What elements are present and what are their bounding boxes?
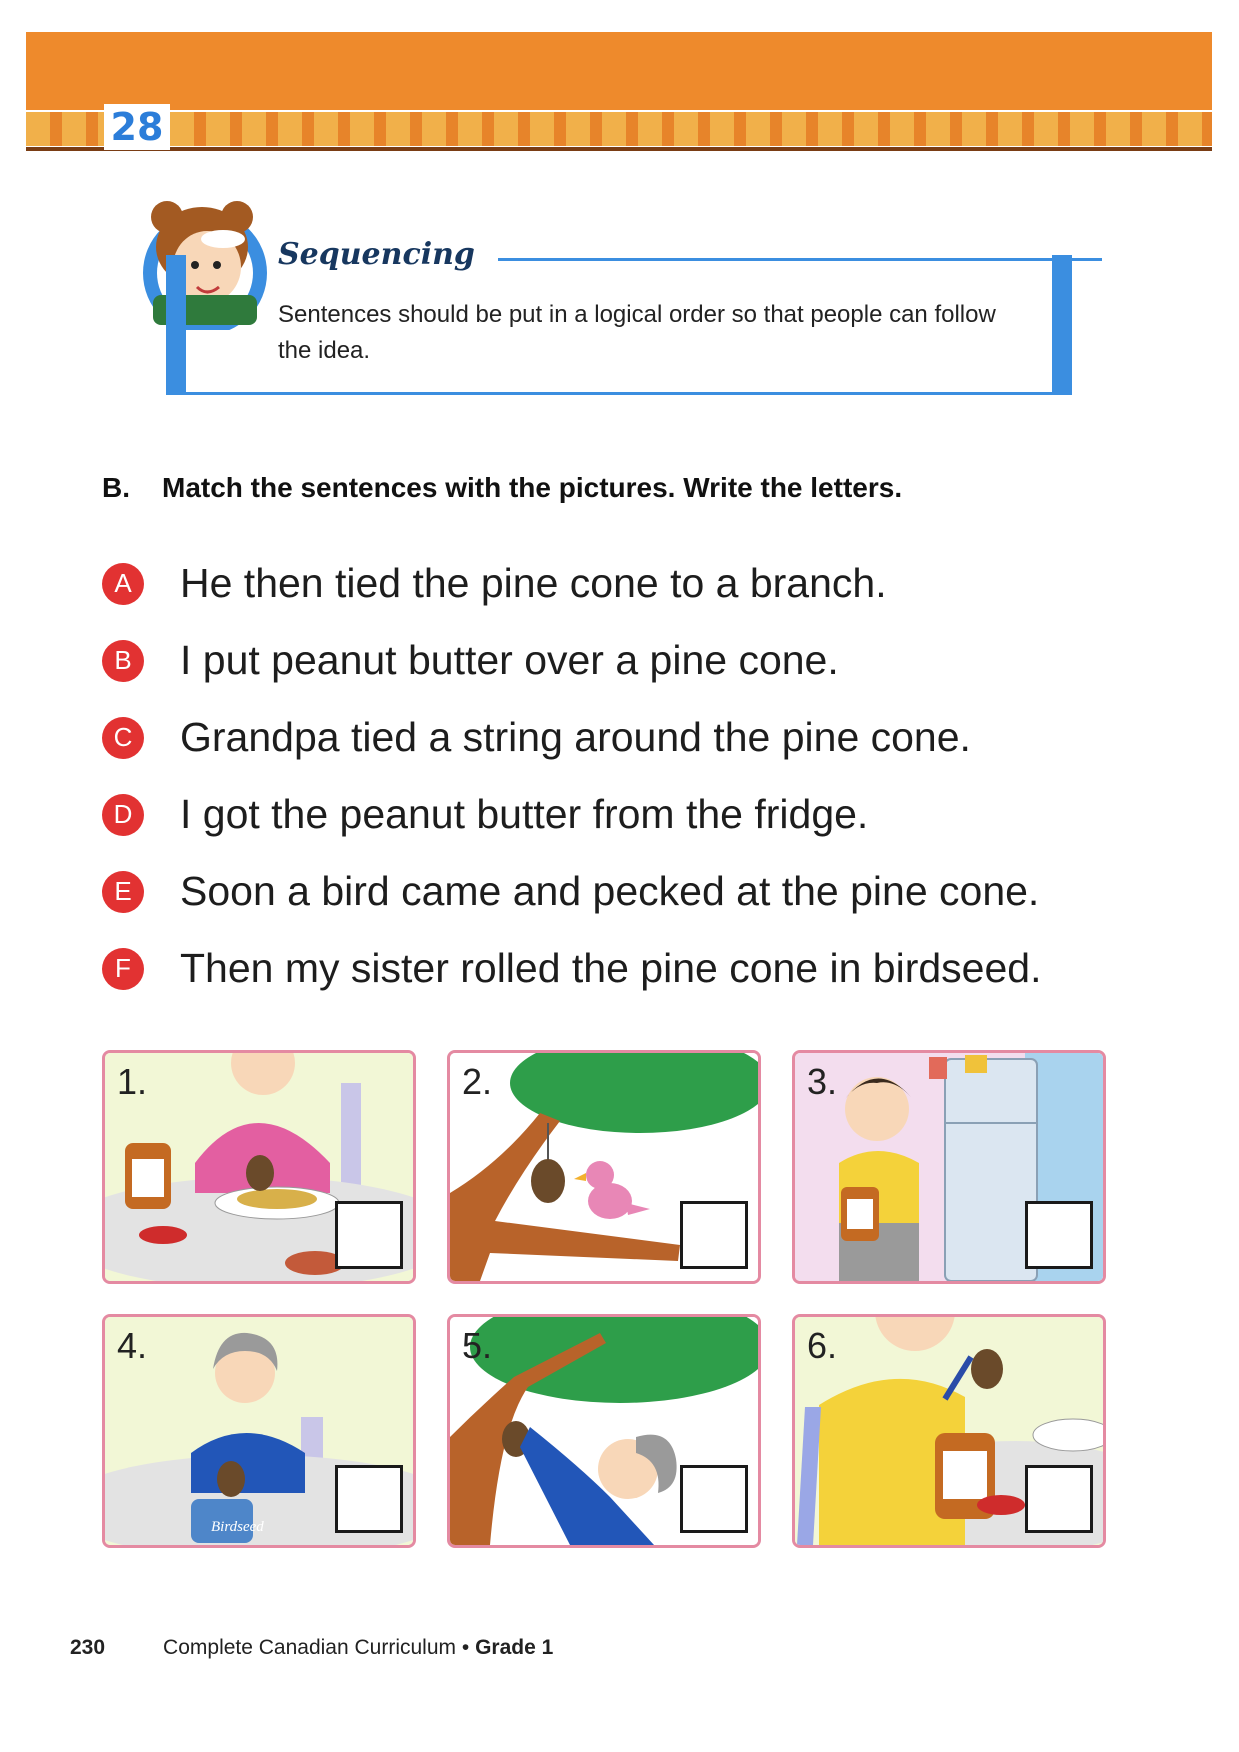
sentence-text: I got the peanut butter from the fridge. [180, 791, 869, 837]
grade-label: Grade 1 [475, 1636, 554, 1659]
answer-box-2[interactable] [680, 1201, 748, 1269]
letter-badge: A [102, 563, 144, 605]
answer-box-3[interactable] [1025, 1201, 1093, 1269]
sentence-b [102, 622, 1162, 699]
book-title: Complete Canadian Curriculum [163, 1636, 457, 1659]
picture-4 [102, 1314, 416, 1548]
letter-badge: D [102, 794, 144, 836]
letter-badge: B [102, 640, 144, 682]
sentence-d [102, 776, 1162, 853]
header-divider [26, 147, 1212, 151]
sentence-f [102, 930, 1162, 1007]
sentence-list [102, 545, 1162, 1007]
exercise-instruction [102, 472, 902, 504]
answer-box-1[interactable] [335, 1201, 403, 1269]
rule-text: Sentences should be put in a logical order so that people can follow the idea. [278, 301, 996, 364]
picture-number: 1. [117, 1061, 148, 1102]
picture-2 [447, 1050, 761, 1284]
answer-box-6[interactable] [1025, 1465, 1093, 1533]
sentence-e [102, 853, 1162, 930]
sentence-a [102, 545, 1162, 622]
page-number: 230 [70, 1636, 106, 1659]
birdseed-label: Birdseed [211, 1519, 264, 1535]
letter-badge: C [102, 717, 144, 759]
picture-5 [447, 1314, 761, 1548]
picture-3 [792, 1050, 1106, 1284]
picture-1 [102, 1050, 416, 1284]
sentence-text: Soon a bird came and pecked at the pine cone. [180, 868, 1040, 914]
exercise-label: B. [102, 472, 130, 503]
letter-badge: F [102, 948, 144, 990]
sentence-c [102, 699, 1162, 776]
letter-badge: E [102, 871, 144, 913]
rule-title-line [498, 258, 1102, 261]
unit-number: 28 [104, 104, 170, 150]
sentence-text: Then my sister rolled the pine cone in birdseed. [180, 945, 1042, 991]
sentence-text: Grandpa tied a string around the pine cone. [180, 714, 971, 760]
sentence-text: I put peanut butter over a pine cone. [180, 637, 839, 683]
picture-6 [792, 1314, 1106, 1548]
picture-number: 2. [462, 1061, 493, 1102]
header-banner [26, 32, 1212, 110]
picture-number: 6. [807, 1325, 838, 1366]
rule-title: Sequencing [278, 237, 475, 272]
picture-number: 4. [117, 1325, 148, 1366]
sentence-text: He then tied the pine cone to a branch. [180, 560, 887, 606]
footer-separator: • [461, 1636, 470, 1659]
picture-number: 5. [462, 1325, 493, 1366]
page-footer [70, 1636, 553, 1660]
answer-box-5[interactable] [680, 1465, 748, 1533]
instruction-text: Match the sentences with the pictures. Write the letters. [162, 472, 903, 503]
header-stripe [26, 112, 1212, 146]
picture-number: 3. [807, 1061, 838, 1102]
answer-box-4[interactable] [335, 1465, 403, 1533]
